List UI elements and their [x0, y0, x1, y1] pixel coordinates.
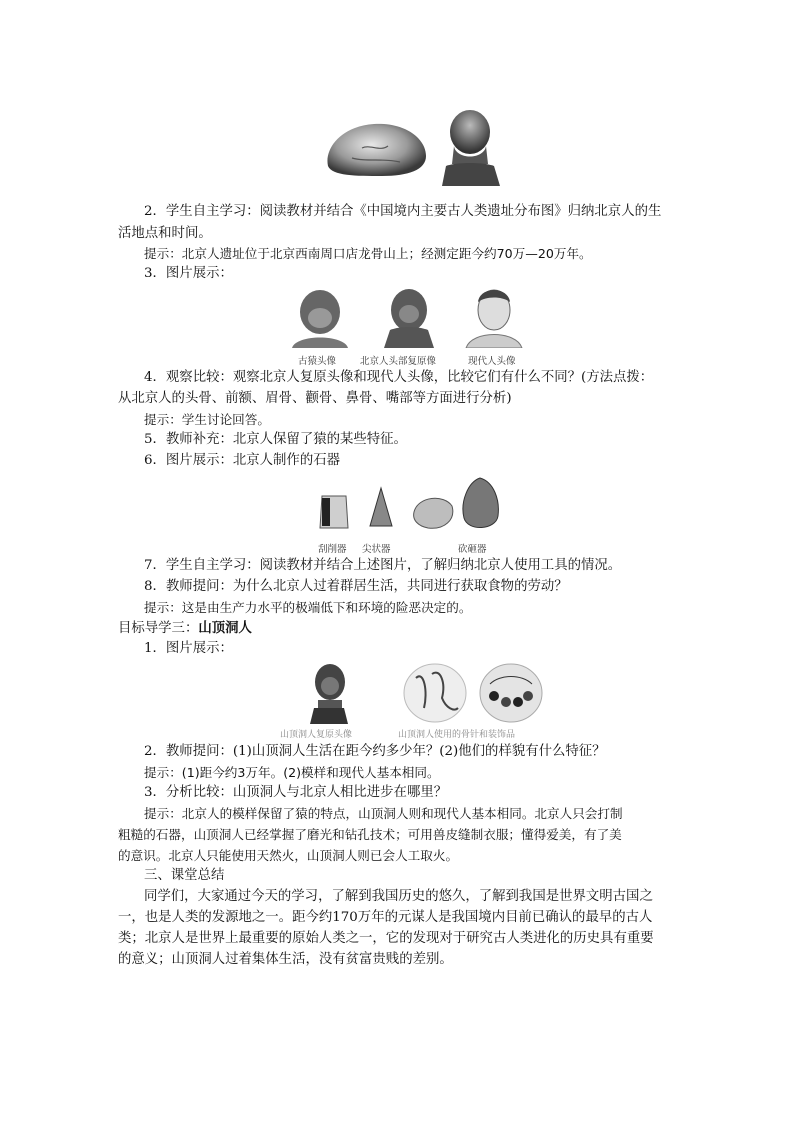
image-caption: 现代人头像: [468, 356, 516, 367]
image-caption: 山顶洞人复原头像: [280, 730, 353, 740]
text-line: 7．学生自主学习：阅读教材并结合上述图片，了解归纳北京人使用工具的情况。: [144, 558, 622, 573]
image-caption: 尖状器: [362, 544, 391, 555]
goal-title: 山顶洞人: [198, 620, 252, 636]
image-caption: 砍砸器: [458, 544, 487, 555]
text-line: 4．观察比较：观察北京人复原头像和现代人头像，比较它们有什么不同？(方法点拨：: [144, 370, 654, 385]
large-stone-tool-image: [460, 476, 502, 534]
section-heading: [118, 618, 252, 639]
image-caption: 古猿头像: [298, 356, 337, 367]
image-caption: 刮削器: [318, 544, 347, 555]
text-line: 同学们，大家通过今天的学习，了解到我国历史的悠久，了解到我国是世界文明古国之: [144, 889, 653, 904]
text-line: 3．图片展示：: [144, 266, 233, 281]
section-heading: 三、课堂总结: [144, 868, 225, 883]
scraper-image: [316, 492, 352, 532]
text-line: 5．教师补充：北京人保留了猿的某些特征。: [144, 432, 407, 447]
text-line: 3．分析比较：山顶洞人与北京人相比进步在哪里？: [144, 785, 448, 800]
text-line: 1．图片展示：: [144, 641, 233, 656]
goal-prefix: 目标导学三：: [118, 621, 199, 636]
peking-man-bust-image: [436, 106, 506, 186]
text-line: 8．教师提问：为什么北京人过着群居生活，共同进行获取食物的劳动？: [144, 579, 568, 594]
hint-text: 提示：学生讨论回答。: [144, 412, 270, 427]
skull-image: [322, 118, 430, 180]
ape-head-image: [288, 284, 352, 348]
chopper-image: [410, 492, 456, 532]
pointed-tool-image: [368, 486, 394, 532]
ornaments-image: [478, 662, 544, 724]
image-caption: 北京人头部复原像: [360, 356, 437, 367]
hint-text: 提示：北京人的模样保留了猿的特点，山顶洞人则和现代人基本相同。北京人只会打制: [144, 806, 623, 821]
text-line: 类；北京人是世界上最重要的原始人类之一，它的发现对于研究古人类进化的历史具有重要: [118, 931, 654, 946]
hint-text: 提示：北京人遗址位于北京西南周口店龙骨山上；经测定距今约70万—20万年。: [144, 246, 592, 261]
text-line: 6．图片展示：北京人制作的石器: [144, 453, 340, 468]
hint-text: 提示：(1)距今约3万年。(2)模样和现代人基本相同。: [144, 765, 440, 780]
text-line: 活地点和时间。: [118, 226, 212, 241]
hint-text: 的意识。北京人只能使用天然火，山顶洞人则已会人工取火。: [118, 848, 459, 863]
upper-cave-man-head-image: [304, 660, 354, 724]
modern-man-head-image: [462, 284, 526, 348]
text-line: 从北京人的头骨、前额、眉骨、颧骨、鼻骨、嘴部等方面进行分析): [118, 391, 512, 406]
image-caption: 山顶洞人使用的骨针和装饰品: [398, 730, 516, 740]
text-line: 2．学生自主学习：阅读教材并结合《中国境内主要古人类遗址分布图》归纳北京人的生: [144, 204, 662, 219]
text-line: 的意义；山顶洞人过着集体生活，没有贫富贵贱的差别。: [118, 952, 453, 967]
hint-text: 提示：这是由生产力水平的极端低下和环境的险恶决定的。: [144, 600, 472, 615]
text-line: 2．教师提问：(1)山顶洞人生活在距今约多少年？(2)他们的样貌有什么特征？: [144, 744, 606, 759]
text-line: 一，也是人类的发源地之一。距今约170万年的元谋人是我国境内目前已确认的最早的古人: [118, 910, 653, 925]
peking-man-head-image: [378, 284, 440, 348]
hint-text: 粗糙的石器，山顶洞人已经掌握了磨光和钻孔技术；可用兽皮缝制衣服；懂得爱美，有了美: [118, 827, 622, 842]
bone-needle-image: [402, 662, 468, 724]
